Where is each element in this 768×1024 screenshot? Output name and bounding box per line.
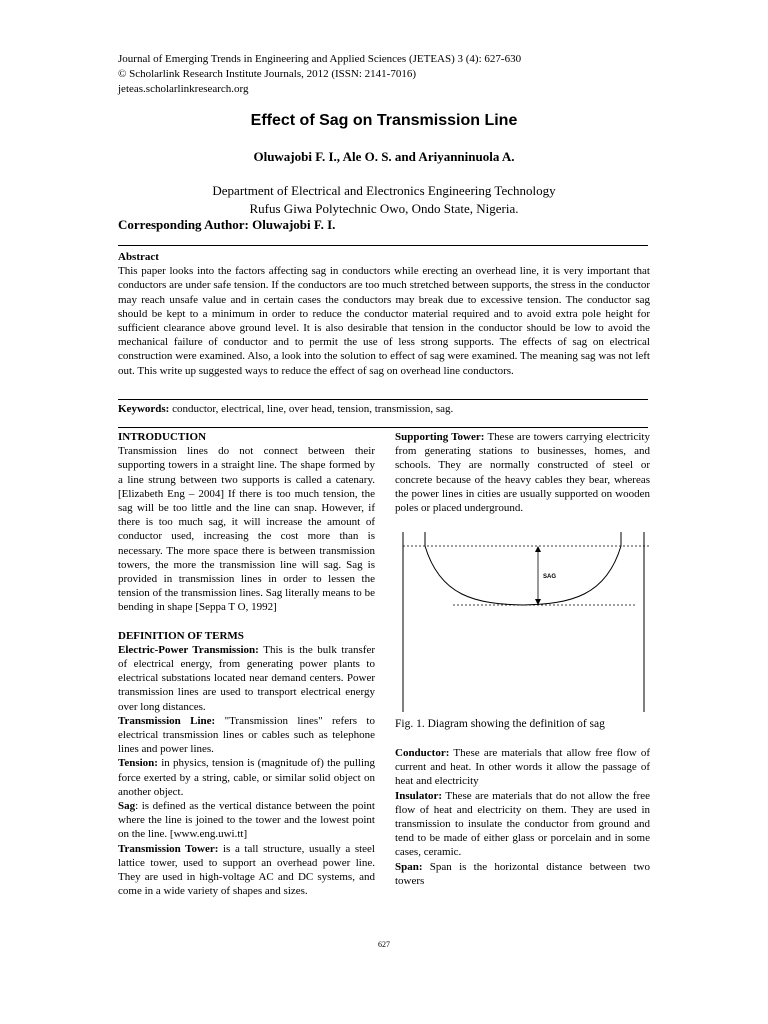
definition-span (395, 860, 650, 888)
figure-caption: Fig. 1. Diagram showing the definition of sag (395, 718, 605, 730)
abstract (118, 250, 650, 378)
conductor-curve (425, 546, 621, 605)
definition-electric-power (118, 643, 375, 714)
definition-transmission-line (118, 714, 375, 757)
definitions-heading: DEFINITION OF TERMS (118, 629, 244, 642)
abstract-heading: Abstract (118, 251, 159, 263)
paper-authors: Oluwajobi F. I., Ale O. S. and Ariyanninuola A. (253, 149, 515, 164)
definition-term: Span: (395, 860, 423, 873)
journal-website: jeteas.scholarlinkresearch.org (118, 83, 249, 95)
definition-term: Insulator: (395, 789, 443, 802)
definition-text: These are materials that allow free flow of current and heat. In other words it allow the passage of heat and electricity (395, 747, 650, 788)
paper-title: Effect of Sag on Transmission Line (250, 112, 518, 129)
affiliation-department: Department of Electrical and Electronics Engineering Technology (212, 183, 556, 198)
journal-citation: Journal of Emerging Trends in Engineering and Applied Sciences (JETEAS) 3 (4): 627-630 (118, 53, 522, 65)
right-column-bottom (395, 746, 650, 888)
keywords-text: conductor, electrical, line, over head, tension, transmission, sag. (169, 403, 454, 415)
keywords (118, 403, 650, 415)
journal-header (118, 52, 521, 97)
definition-insulator (395, 789, 650, 860)
definition-tension (118, 756, 375, 799)
definition-text: These are materials that do not allow the free flow of heat and electricity on them. They are used in transmission to insulate the conductor from ground and tend to be made of either glass or porcelain and in some cases, ceramic. (395, 789, 650, 859)
divider-top (118, 245, 648, 246)
definition-text: "Transmission lines" refers to electrical transmission lines or cables such as telephone lines and power lines. (118, 714, 375, 756)
introduction-heading: INTRODUCTION (118, 431, 207, 443)
definition-supporting-tower (395, 430, 650, 515)
definition-transmission-tower (118, 842, 375, 899)
definition-text: Span is the horizontal distance between two towers (395, 860, 650, 887)
affiliation-institution: Rufus Giwa Polytechnic Owo, Ondo State, Nigeria. (249, 201, 519, 216)
definition-term: Conductor: (395, 747, 450, 759)
keywords-label: Keywords: (118, 403, 170, 415)
divider-abstract (118, 399, 648, 400)
definition-term: Supporting Tower: (395, 431, 485, 443)
definition-term: Sag (118, 800, 136, 813)
definition-text: : is defined as the vertical distance between the point where the line is joined to the tower and the lowest point on the line. [www.eng.uwi.tt] (118, 800, 375, 841)
introduction-text: Transmission lines do not connect between their supporting towers in a straight line. The shape formed by a line strung between two supports is called a catenary. [Elizabeth Eng – 2004] If there is too much tension, the sag will be too little and the line can snap. However, if there is too much sag, it will increase the amount of conductor used, increasing the cost more than is necessary. The more space there is between transmission towers, the more the transmission line will sag. Sag is provided in transmission lines in order to lessen the tension of the transmission lines. Sag literally means to be bending in shape [Seppa T O, 1992] (118, 445, 375, 614)
definition-term: Electric-Power Transmission: (118, 643, 259, 656)
sag-label: SAG (543, 574, 557, 580)
definition-term: Transmission Line: (118, 714, 216, 727)
definition-text: in physics, tension is (magnitude of) the pulling force exerted by a string, cable, or similar solid object on another object. (118, 757, 375, 798)
abstract-text: This paper looks into the factors affecting sag in conductors while erecting an overhead line, it is very important that conductors are under safe tension. If the conductors are too much stretched between supports, the stress in the conductor may reach unsafe value and in certain cases the conductors may break due to excessive tension. The conductor sag should be kept to a minimum in order to reduce the conductor material required and to avoid extra pole height for sufficient clearance above ground level. It is also desirable that tension in the conductor should be low to avoid the mechanical failure of conductor and to permit the use of less strong supports. The effects of sag on electrical construction were examined. Also, a look into the solution to effect of sag were examined. The meaning sag was not left out. This write up suggested ways to reduce the effect of sag on overhead line conductors. (118, 265, 650, 377)
sag-arrow-head-up (535, 546, 541, 552)
right-column-top (395, 430, 650, 515)
divider-keywords (118, 427, 648, 428)
definition-text: is a tall structure, usually a steel lattice tower, used to support an overhead power line. They are used in high-voltage AC and DC systems, and come in a wide variety of shapes and sizes. (118, 842, 375, 898)
corresponding-author: Corresponding Author: Oluwajobi F. I. (118, 217, 336, 232)
definition-text: This is the bulk transfer of electrical energy, from generating power plants to electrical substations located near demand centers. Power transmission lines are used to transport electrical energy over long distances. (118, 643, 376, 713)
definition-conductor (395, 746, 650, 789)
sag-diagram (395, 528, 651, 716)
definition-sag (118, 799, 375, 842)
definition-term: Tension: (118, 757, 158, 770)
journal-copyright: © Scholarlink Research Institute Journals, 2012 (ISSN: 2141-7016) (118, 68, 416, 80)
left-column (118, 430, 375, 899)
definition-term: Transmission Tower: (118, 842, 219, 855)
affiliation (0, 182, 768, 218)
page-number: 627 (378, 940, 390, 949)
definition-text: These are towers carrying electricity from generating stations to businesses, homes, and schools. They are normally constructed of steel or concrete because of the heavy cables they bear, whereas the power lines in cities are usually supported on wooden poles or placed underground. (395, 431, 650, 515)
